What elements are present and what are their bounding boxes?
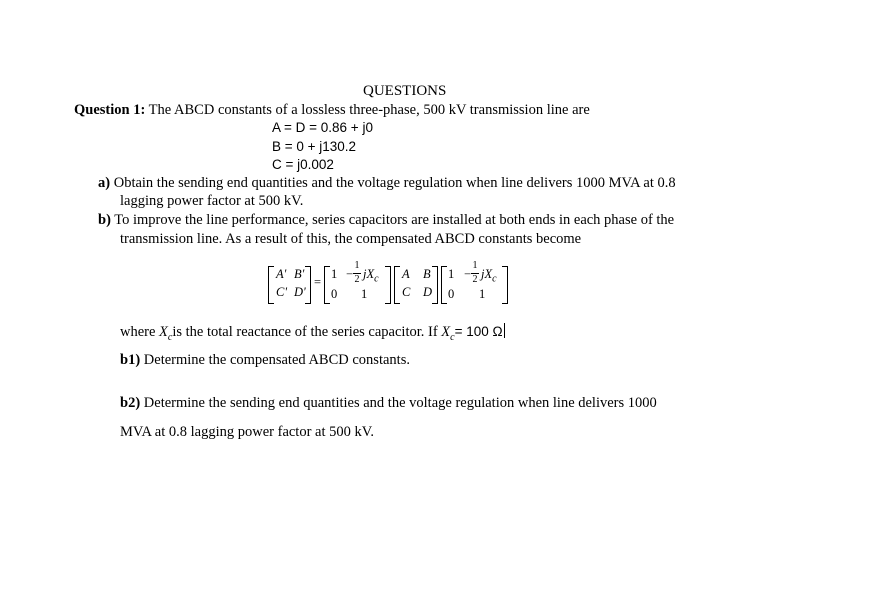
lhs-bracket-right [305, 266, 311, 304]
questions-heading: QUESTIONS [363, 83, 447, 99]
comp2-one: 1 [448, 267, 455, 281]
constant-c: C = j0.002 [272, 157, 334, 172]
comp1-minus: − [346, 267, 354, 281]
comp1-jxc: $jX_c$ [363, 267, 379, 285]
comp2-bracket-right [502, 266, 508, 304]
question1-line [74, 102, 590, 119]
mid-c: C [402, 285, 411, 299]
b2-line1 [120, 395, 657, 412]
part-b-line2: transmission line. As a result of this, the compensated ABCD constants become [120, 231, 582, 247]
comp2-frac-num: 1 [472, 260, 478, 271]
mid-a: A [402, 267, 410, 281]
b1-line [120, 352, 410, 369]
comp1-frac-den: 2 [354, 274, 360, 285]
b1-label: b1) [120, 352, 141, 368]
mid-b: B [423, 267, 431, 281]
comp2-zero: 0 [448, 287, 455, 301]
comp1-one-b: 1 [361, 287, 368, 301]
comp1-frac-num: 1 [354, 260, 360, 271]
b2-line2: MVA at 0.8 lagging power factor at 500 kV. [120, 424, 374, 440]
question1-intro: The ABCD constants of a lossless three-phase, 500 kV transmission line are [148, 102, 590, 118]
comp1-one: 1 [331, 267, 338, 281]
constant-b: B = 0 + j130.2 [272, 139, 357, 154]
lhs-a: A' [276, 267, 287, 281]
lhs-b: B' [294, 267, 305, 281]
part-b-line1 [98, 212, 674, 229]
part-a-text1: Obtain the sending end quantities and the voltage regulation when line delivers 1000 MVA at 0.8 [113, 175, 676, 191]
abcd-bracket-right [432, 266, 438, 304]
part-a-line1 [98, 175, 676, 192]
part-b-label: b) [98, 212, 111, 228]
part-b-text1: To improve the line performance, series capacitors are installed at both ends in each phase of the [114, 212, 675, 228]
where-text2: is the total reactance of the series capacitor. If [172, 324, 438, 340]
xc-value: = 100 Ω [454, 324, 503, 339]
part-a-line2: lagging power factor at 500 kV. [120, 193, 304, 209]
comp2-one-b: 1 [479, 287, 486, 301]
xc-symbol-2: $X_c$ [441, 324, 455, 343]
comp1-zero: 0 [331, 287, 338, 301]
comp1-bracket-right [385, 266, 391, 304]
b1-text: Determine the compensated ABCD constants. [143, 352, 410, 368]
b2-text1: Determine the sending end quantities and the voltage regulation when line delivers 1000 [143, 395, 657, 411]
text-cursor [504, 323, 505, 338]
lhs-c: C' [276, 285, 288, 299]
constant-a-d: A = D = 0.86 + j0 [272, 120, 373, 135]
comp2-minus: − [464, 267, 472, 281]
where-text1: where [120, 324, 156, 340]
comp2-frac-den: 2 [472, 274, 478, 285]
comp2-jxc: $jX_c$ [481, 267, 497, 285]
matrix-equation [268, 260, 568, 306]
mid-d: D [423, 285, 433, 299]
comp2-bracket-left [441, 266, 447, 304]
abcd-bracket-left [394, 266, 400, 304]
b2-label: b2) [120, 395, 141, 411]
where-line [120, 323, 505, 343]
comp1-bracket-left [324, 266, 330, 304]
question1-label: Question 1: [74, 102, 146, 118]
lhs-bracket-left [268, 266, 274, 304]
equals-sign: = [314, 275, 322, 289]
part-a-label: a) [98, 175, 111, 191]
xc-symbol-1: $X_c$ [159, 324, 173, 343]
lhs-d: D' [294, 285, 306, 299]
